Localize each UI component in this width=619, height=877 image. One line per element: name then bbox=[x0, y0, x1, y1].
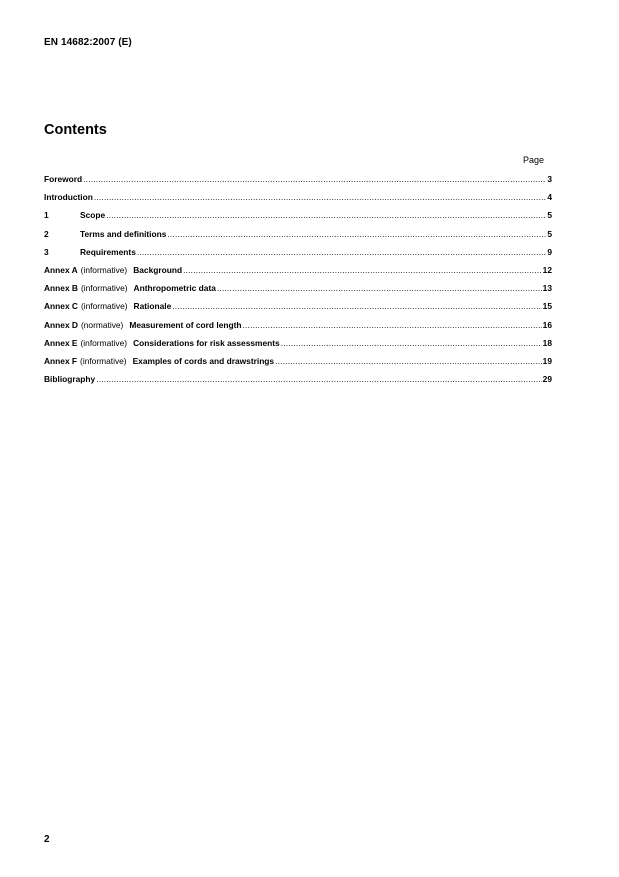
toc-annex-qualifier: (informative) bbox=[80, 283, 128, 294]
toc-entry[interactable] bbox=[44, 264, 552, 282]
toc-entry-title: Background bbox=[133, 264, 183, 275]
toc-page-number: 4 bbox=[547, 192, 552, 203]
toc-page-number: 9 bbox=[547, 246, 552, 257]
toc-section-number: 3 bbox=[44, 246, 49, 257]
toc-dot-leader bbox=[281, 337, 542, 349]
toc-entry-lead bbox=[44, 191, 546, 203]
table-of-contents bbox=[44, 173, 552, 391]
toc-entry[interactable] bbox=[44, 282, 552, 300]
toc-page-number: 15 bbox=[542, 301, 552, 312]
toc-entry[interactable] bbox=[44, 246, 552, 264]
toc-entry-title: Introduction bbox=[44, 192, 93, 203]
toc-annex-label: Annex F bbox=[44, 355, 78, 366]
toc-entry[interactable] bbox=[44, 337, 552, 355]
toc-entry[interactable] bbox=[44, 173, 552, 191]
toc-page-number: 3 bbox=[547, 174, 552, 184]
toc-entry-lead bbox=[44, 264, 542, 276]
toc-page-number: 5 bbox=[547, 210, 552, 221]
toc-page-number: 5 bbox=[547, 228, 552, 239]
toc-entry-title: Bibliography bbox=[44, 374, 96, 385]
toc-section-number: 2 bbox=[44, 228, 49, 239]
toc-dot-leader bbox=[106, 209, 546, 221]
toc-entry[interactable] bbox=[44, 191, 552, 209]
toc-entry[interactable] bbox=[44, 355, 552, 373]
toc-entry-lead bbox=[44, 355, 542, 367]
toc-annex-label: Annex C bbox=[44, 301, 78, 312]
toc-entry[interactable] bbox=[44, 300, 552, 318]
toc-entry-title: Terms and definitions bbox=[80, 228, 167, 239]
toc-entry-lead bbox=[44, 319, 542, 331]
toc-dot-leader bbox=[83, 173, 546, 185]
toc-page-number: 16 bbox=[542, 319, 552, 330]
contents-title: Contents bbox=[44, 122, 107, 138]
toc-page-number: 18 bbox=[542, 337, 552, 348]
toc-entry-title: Rationale bbox=[133, 301, 172, 312]
toc-entry-lead bbox=[44, 173, 546, 185]
page-number: 2 bbox=[44, 834, 50, 845]
toc-annex-qualifier: (informative) bbox=[80, 355, 127, 366]
toc-dot-leader bbox=[217, 282, 542, 294]
toc-page-number: 12 bbox=[542, 264, 552, 275]
toc-page-number: 29 bbox=[542, 374, 552, 385]
toc-entry[interactable] bbox=[44, 228, 552, 246]
toc-annex-qualifier: (informative) bbox=[80, 301, 128, 312]
toc-dot-leader bbox=[183, 264, 542, 276]
toc-page-number: 19 bbox=[542, 355, 552, 366]
toc-entry-lead bbox=[44, 337, 542, 349]
toc-dot-leader bbox=[167, 228, 546, 240]
toc-annex-label: Annex A bbox=[44, 264, 78, 275]
toc-annex-label: Annex D bbox=[44, 319, 78, 330]
toc-entry-title: Considerations for risk assessments bbox=[133, 337, 280, 348]
toc-entry-lead bbox=[44, 209, 546, 221]
toc-annex-qualifier: (informative) bbox=[80, 264, 128, 275]
toc-entry-lead bbox=[44, 228, 546, 240]
toc-dot-leader bbox=[96, 373, 541, 385]
toc-dot-leader bbox=[243, 319, 542, 331]
toc-entry-title: Foreword bbox=[44, 174, 83, 184]
toc-dot-leader bbox=[137, 246, 546, 258]
toc-annex-label: Annex E bbox=[44, 337, 78, 348]
toc-entry[interactable] bbox=[44, 209, 552, 227]
toc-dot-leader bbox=[172, 300, 541, 312]
toc-entry-title: Requirements bbox=[80, 246, 136, 257]
toc-entry-title: Examples of cords and drawstrings bbox=[132, 355, 275, 366]
toc-dot-leader bbox=[94, 191, 546, 203]
toc-section-number: 1 bbox=[44, 210, 49, 221]
toc-entry-title: Measurement of cord length bbox=[129, 319, 242, 330]
document-header: EN 14682:2007 (E) bbox=[44, 37, 132, 48]
toc-annex-label: Annex B bbox=[44, 283, 78, 294]
toc-entry-lead bbox=[44, 282, 542, 294]
toc-annex-qualifier: (normative) bbox=[80, 319, 124, 330]
toc-page-number: 13 bbox=[542, 283, 552, 294]
toc-entry-lead bbox=[44, 246, 546, 258]
page-column-label: Page bbox=[523, 155, 545, 165]
toc-entry-lead bbox=[44, 373, 542, 385]
toc-entry-title: Scope bbox=[80, 210, 106, 221]
toc-dot-leader bbox=[275, 355, 542, 367]
toc-annex-qualifier: (informative) bbox=[80, 337, 128, 348]
toc-entry-title: Anthropometric data bbox=[133, 283, 216, 294]
toc-entry[interactable] bbox=[44, 319, 552, 337]
toc-entry-lead bbox=[44, 300, 542, 312]
toc-entry[interactable] bbox=[44, 373, 552, 391]
